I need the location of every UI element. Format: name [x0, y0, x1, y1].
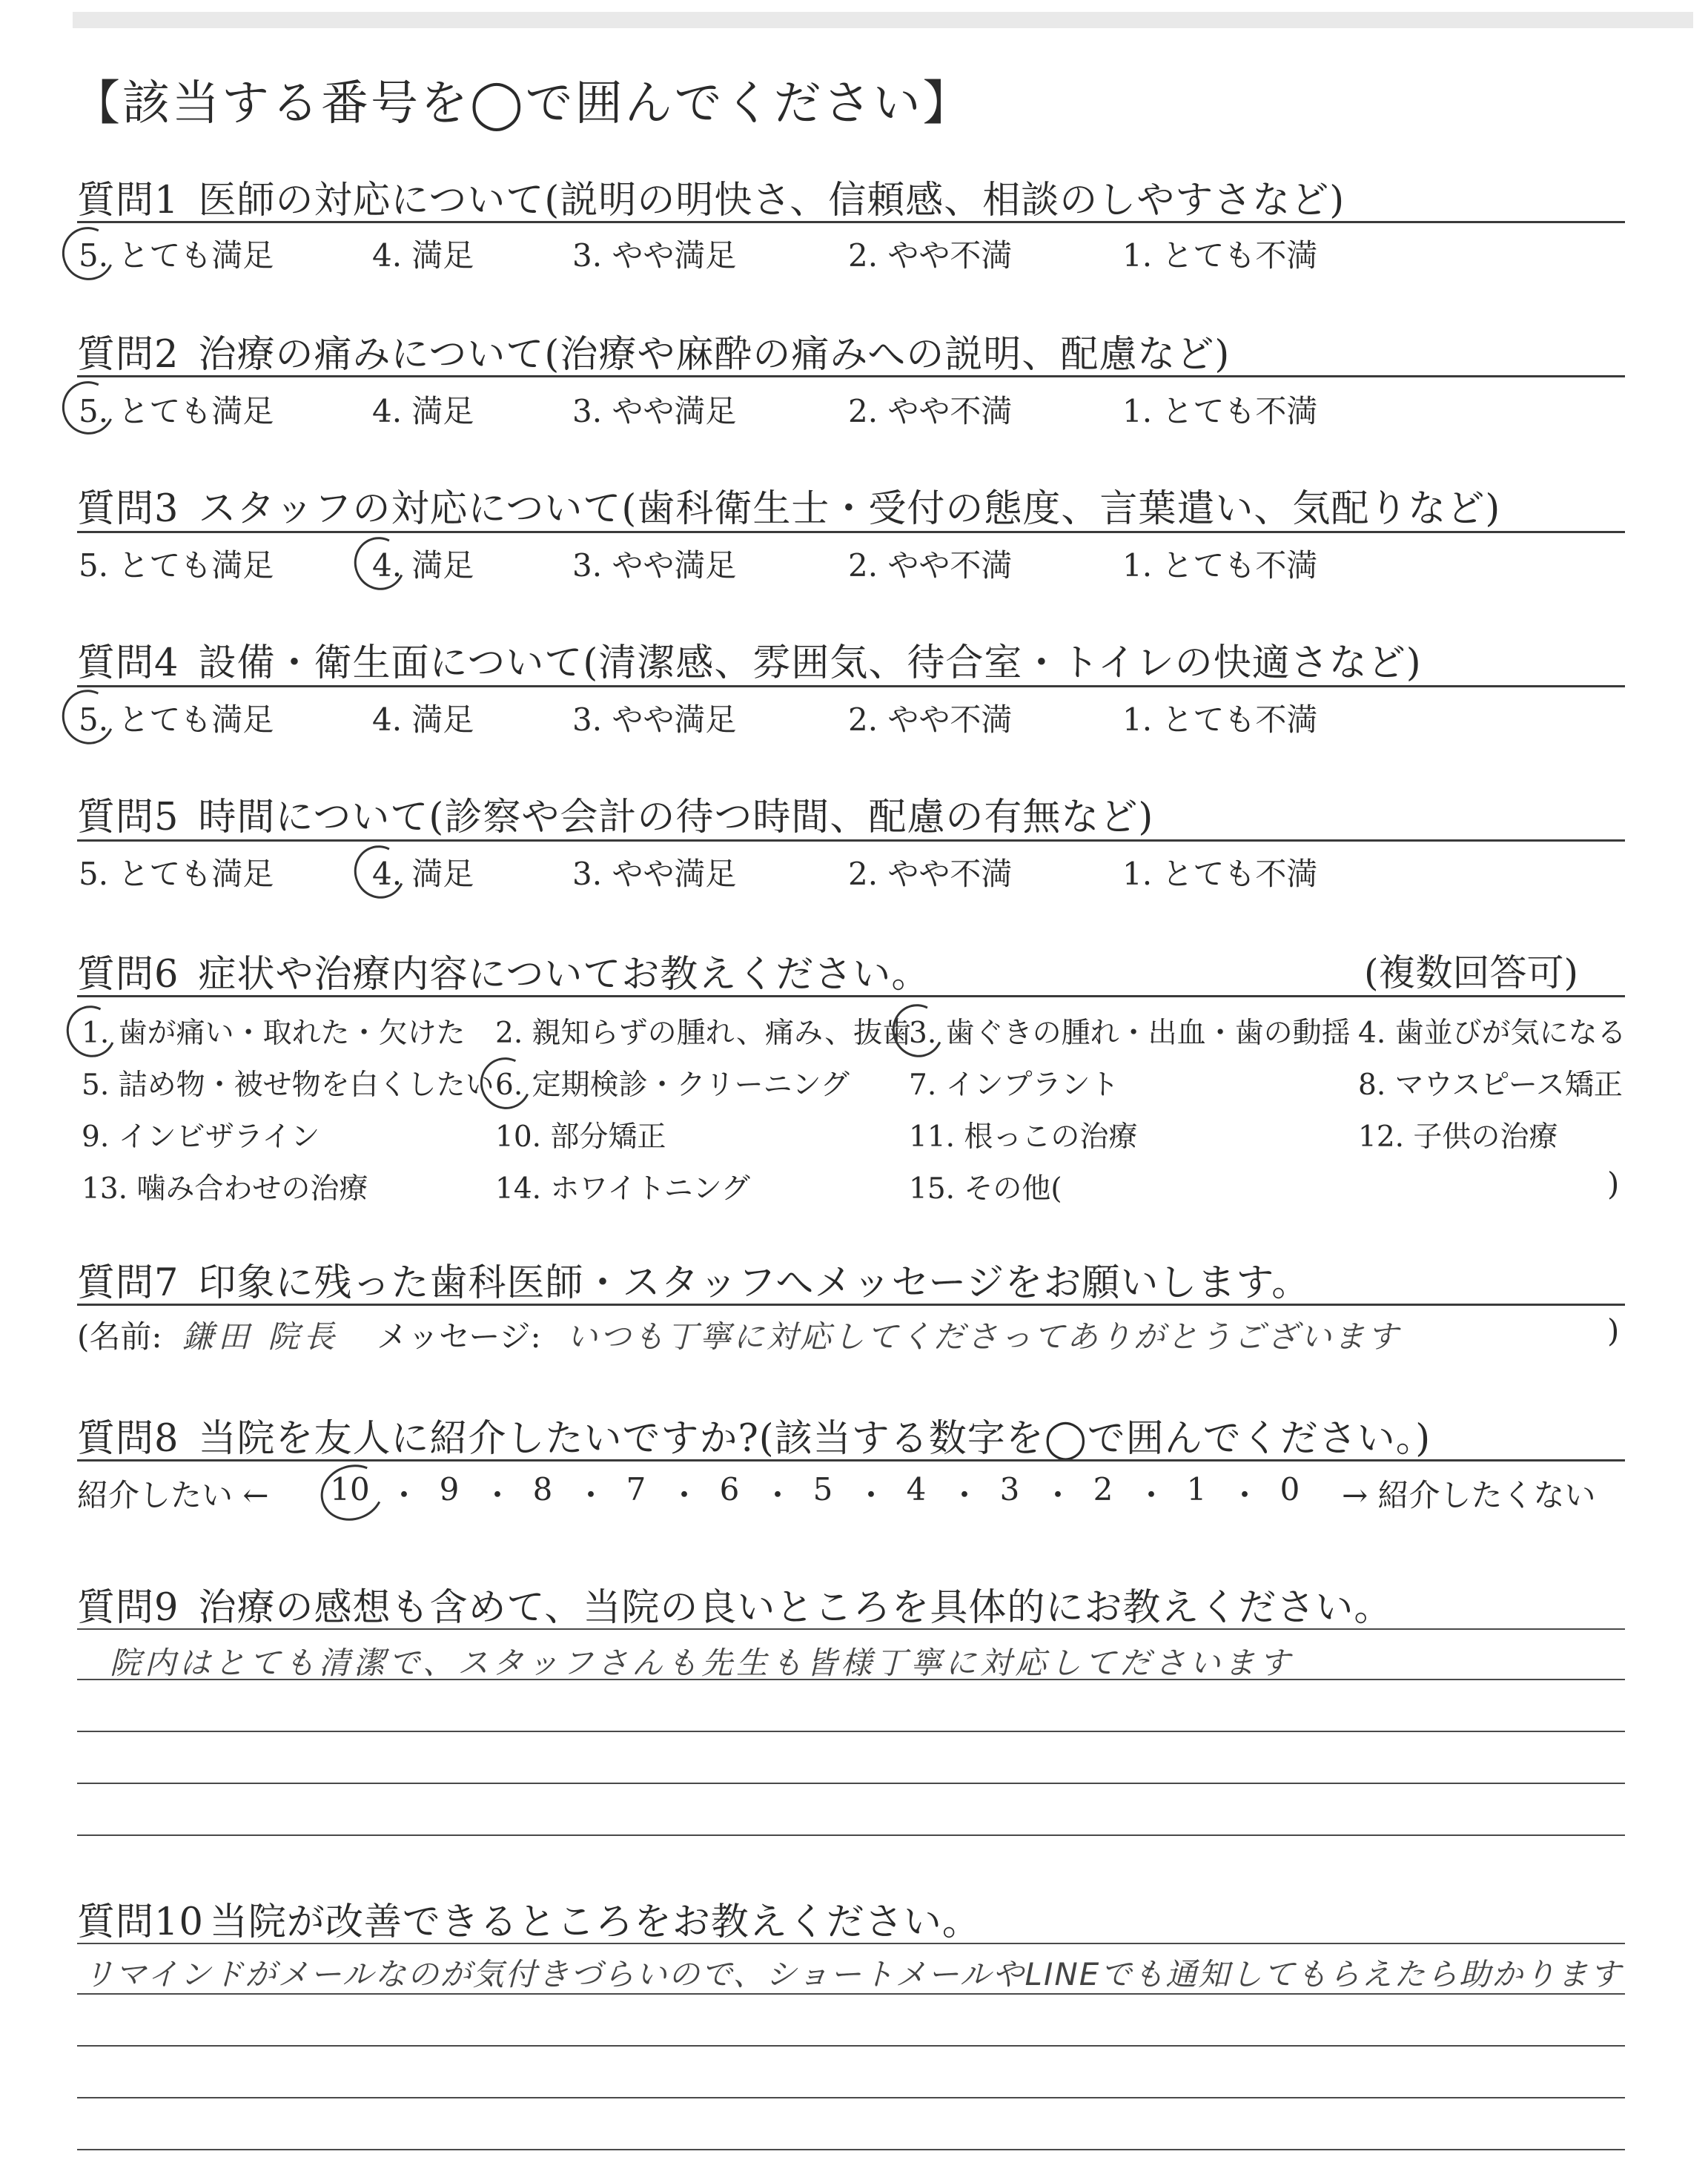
q8-right-label: → 紹介したくない	[1342, 1477, 1596, 1513]
question-text: 当院を友人に紹介したいですか?(該当する数字を◯で囲んでください。)	[198, 1417, 1431, 1461]
q1-option-4[interactable]: 4. 満足	[372, 237, 474, 274]
q6-other-close-paren: )	[1607, 1166, 1620, 1202]
q3-option-2[interactable]: 2. やや不満	[848, 547, 1013, 584]
q5-option-1[interactable]: 1. とても不満	[1122, 856, 1318, 892]
q2-selection-circle	[55, 374, 122, 442]
q10-answer-text[interactable]: リマインドがメールなのが気付きづらいので、ショートメールやLINEでも通知してもらえたら助かります	[83, 1956, 1623, 1992]
question-number: 質問8	[77, 1417, 179, 1461]
question-number: 質問4	[77, 641, 179, 685]
q5-option-5[interactable]: 5. とても満足	[79, 856, 274, 892]
question-number: 質問2	[77, 333, 179, 377]
q9-answer-line	[77, 1731, 1625, 1732]
q7-message-value[interactable]: いつも丁寧に対応してくださってありがとうございます	[566, 1318, 1401, 1355]
q6-option-1[interactable]: 1. 歯が痛い・取れた・欠けた	[82, 1017, 466, 1050]
question-2-title	[77, 323, 1230, 378]
question-number: 質問1	[77, 179, 179, 222]
q3-selection-circle	[347, 530, 413, 598]
question-number: 質問9	[77, 1586, 179, 1630]
q8-score-7[interactable]: 7	[626, 1471, 646, 1507]
question-text: 印象に残った歯科医師・スタッフへメッセージをお願いします。	[198, 1261, 1311, 1305]
q10-answer-line	[77, 2097, 1625, 2098]
question-text: 設備・衛生面について(清潔感、雰囲気、待合室・トイレの快適さなど)	[198, 641, 1422, 685]
q8-score-1[interactable]: 1	[1186, 1471, 1207, 1507]
question-2-rule	[77, 375, 1625, 377]
question-5-rule	[77, 839, 1625, 842]
q6-selection-circle-6	[473, 1050, 538, 1116]
question-text: 治療の感想も含めて、当院の良いところを具体的にお教えください。	[198, 1586, 1393, 1630]
q10-answer-line	[77, 1943, 1625, 1944]
q4-option-4[interactable]: 4. 満足	[372, 701, 474, 738]
q2-option-5[interactable]: 5. とても満足	[79, 393, 274, 429]
q6-option-7[interactable]: 7. インプラント	[909, 1069, 1119, 1102]
q6-selection-circle-3	[885, 997, 951, 1065]
q5-option-4[interactable]: 4. 満足	[372, 856, 474, 892]
q8-score-6[interactable]: 6	[719, 1471, 740, 1507]
q8-score-4[interactable]: 4	[906, 1471, 927, 1507]
q8-score-9[interactable]: 9	[439, 1471, 460, 1507]
q6-option-4[interactable]: 4. 歯並びが気になる	[1358, 1017, 1626, 1050]
question-number: 質問6	[77, 953, 179, 997]
q5-selection-circle	[347, 839, 413, 906]
question-9-title	[77, 1576, 1392, 1631]
q8-dot: ・	[482, 1477, 514, 1513]
q8-score-0[interactable]: 0	[1280, 1471, 1300, 1507]
q8-dot: ・	[762, 1477, 794, 1513]
question-number: 質問3	[77, 487, 179, 531]
q7-message-label: メッセージ:	[377, 1318, 541, 1355]
q8-score-2[interactable]: 2	[1093, 1471, 1113, 1507]
scan-top-band	[73, 12, 1693, 28]
q1-option-2[interactable]: 2. やや不満	[848, 237, 1013, 274]
q4-selection-circle	[54, 682, 122, 751]
q6-option-12[interactable]: 12. 子供の治療	[1358, 1120, 1558, 1154]
q7-close-paren: )	[1607, 1312, 1620, 1349]
question-10-title	[77, 1891, 981, 1946]
question-number: 質問10	[77, 1900, 204, 1944]
q5-option-2[interactable]: 2. やや不満	[848, 856, 1013, 892]
q2-option-2[interactable]: 2. やや不満	[848, 393, 1013, 429]
q1-selection-circle	[55, 219, 122, 288]
q8-selection-circle	[313, 1456, 391, 1530]
q6-option-3[interactable]: 3. 歯ぐきの腫れ・出血・歯の動揺	[909, 1017, 1351, 1050]
question-7-rule	[77, 1304, 1625, 1306]
q8-score-8[interactable]: 8	[532, 1471, 553, 1507]
q8-left-label: 紹介したい ←	[77, 1477, 269, 1513]
q8-score-5[interactable]: 5	[812, 1471, 833, 1507]
q6-option-11[interactable]: 11. 根っこの治療	[909, 1120, 1138, 1154]
question-text: 症状や治療内容についてお教えください。	[198, 953, 930, 997]
q8-dot: ・	[388, 1477, 420, 1513]
question-6-title	[77, 943, 930, 998]
q8-score-3[interactable]: 3	[999, 1471, 1020, 1507]
q2-option-1[interactable]: 1. とても不満	[1122, 393, 1318, 429]
question-text: 当院が改善できるところをお教えください。	[209, 1900, 981, 1944]
q8-dot: ・	[575, 1477, 607, 1513]
question-4-rule	[77, 685, 1625, 687]
q6-option-2[interactable]: 2. 親知らずの腫れ、痛み、抜歯	[495, 1017, 912, 1050]
question-3-title	[77, 478, 1500, 532]
question-1-title	[77, 169, 1345, 224]
q8-dot: ・	[669, 1477, 701, 1513]
q8-dot: ・	[1229, 1477, 1261, 1513]
q8-dot: ・	[855, 1477, 887, 1513]
q7-name-label: (名前:	[77, 1318, 162, 1355]
question-1-rule	[77, 221, 1625, 223]
q6-option-8[interactable]: 8. マウスピース矯正	[1358, 1069, 1623, 1102]
q9-answer-line	[77, 1628, 1625, 1630]
q3-option-3[interactable]: 3. やや満足	[572, 547, 737, 584]
multiple-answer-note: (複数回答可)	[1364, 951, 1579, 994]
q2-option-3[interactable]: 3. やや満足	[572, 393, 737, 429]
question-6-rule	[77, 995, 1625, 997]
question-3-rule	[77, 531, 1625, 533]
q2-option-4[interactable]: 4. 満足	[372, 393, 474, 429]
q4-option-1[interactable]: 1. とても不満	[1122, 701, 1318, 738]
q1-option-1[interactable]: 1. とても不満	[1122, 237, 1318, 274]
q9-answer-line	[77, 1679, 1625, 1680]
q8-dot: ・	[1136, 1477, 1168, 1513]
question-number: 質問5	[77, 796, 179, 839]
q8-score-10[interactable]: 10	[330, 1471, 370, 1507]
question-text: 治療の痛みについて(治療や麻酔の痛みへの説明、配慮など)	[198, 333, 1231, 377]
q9-answer-line	[77, 1783, 1625, 1784]
q6-option-5[interactable]: 5. 詰め物・被せ物を白くしたい	[82, 1069, 494, 1102]
q5-option-3[interactable]: 3. やや満足	[572, 856, 737, 892]
q1-option-3[interactable]: 3. やや満足	[572, 237, 737, 274]
question-7-title	[77, 1252, 1310, 1307]
q6-option-6[interactable]: 6. 定期検診・クリーニング	[495, 1069, 850, 1102]
q3-option-5[interactable]: 5. とても満足	[79, 547, 274, 584]
q6-option-13[interactable]: 13. 噛み合わせの治療	[82, 1172, 368, 1206]
question-4-title	[77, 632, 1422, 687]
q4-option-5[interactable]: 5. とても満足	[79, 701, 274, 738]
question-text: 時間について(診察や会計の待つ時間、配慮の有無など)	[198, 796, 1154, 839]
q6-option-15[interactable]: 15. その他(	[909, 1172, 1062, 1206]
question-8-title	[77, 1407, 1431, 1462]
q6-option-14[interactable]: 14. ホワイトニング	[495, 1172, 750, 1206]
q4-option-3[interactable]: 3. やや満足	[572, 701, 737, 738]
q10-answer-line	[77, 1993, 1625, 1995]
q6-option-9[interactable]: 9. インビザライン	[82, 1120, 320, 1154]
question-8-rule	[77, 1459, 1625, 1462]
question-text: 医師の対応について(説明の明快さ、信頼感、相談のしやすさなど)	[198, 179, 1345, 222]
q10-answer-line	[77, 2045, 1625, 2047]
page-heading: 【該当する番号を◯で囲んでください】	[73, 76, 973, 131]
q3-option-1[interactable]: 1. とても不満	[1122, 547, 1318, 584]
q6-selection-circle-1	[59, 999, 123, 1064]
q3-option-4[interactable]: 4. 満足	[372, 547, 474, 584]
q9-answer-line	[77, 1834, 1625, 1836]
q6-option-10[interactable]: 10. 部分矯正	[495, 1120, 666, 1154]
q9-answer-text[interactable]: 院内はとても清潔で、スタッフさんも先生も皆様丁寧に対応してださいます	[110, 1645, 1294, 1681]
q1-option-5[interactable]: 5. とても満足	[79, 237, 274, 274]
q10-answer-line	[77, 2149, 1625, 2150]
q8-dot: ・	[949, 1477, 981, 1513]
question-text: スタッフの対応について(歯科衛生士・受付の態度、言葉遣い、気配りなど)	[198, 487, 1501, 531]
q4-option-2[interactable]: 2. やや不満	[848, 701, 1013, 738]
question-number: 質問7	[77, 1261, 179, 1305]
q8-dot: ・	[1042, 1477, 1074, 1513]
question-5-title	[77, 786, 1153, 841]
q7-name-value[interactable]: 鎌田 院長	[182, 1318, 340, 1355]
